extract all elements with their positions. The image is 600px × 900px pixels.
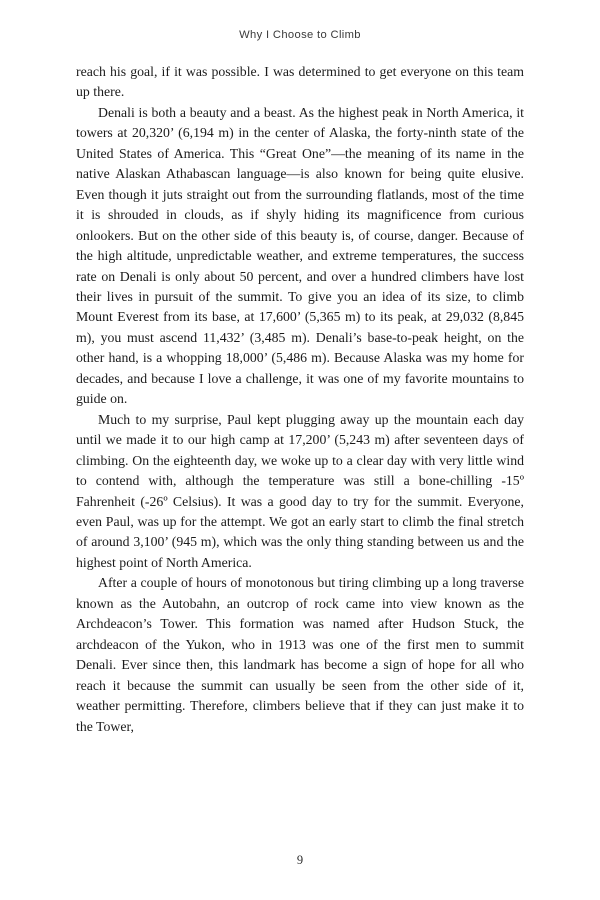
paragraph: Much to my surprise, Paul kept plugging away up the mountain each day until we made it to our high camp at 17,200’ (5,243 m) after seventeen days of climbing. On the eighteenth day, we woke up to a clear day with very little wind to contend with, although the temperature was still a bone-chilling -15º Fahrenheit (-26º Celsius). It was a good day to try for the summit. Everyone, even Paul, was up for the attempt. We got an early start to climb the final stretch of around 3,100’ (945 m), which was the only thing standing between us and the highest point of North America. — [76, 411, 524, 570]
body-text-block — [76, 62, 524, 737]
paragraph: reach his goal, if it was possible. I was determined to get everyone on this team up there. — [76, 64, 524, 100]
running-head: Why I Choose to Climb — [239, 29, 361, 41]
page-number: 9 — [296, 853, 304, 867]
paragraph: After a couple of hours of monotonous but tiring climbing up a long traverse known as the Autobahn, an outcrop of rock came into view known as the Archdeacon’s Tower. This formation was named after Hudson Stuck, the archdeacon of the Yukon, who in 1913 was one of the first men to summit Denali. Ever since then, this landmark has become a sign of hope for all who reach it because the summit can usually be seen from the other side of it, weather permitting. Therefore, climbers believe that if they can just make it to the Tower, — [76, 575, 524, 734]
paragraph: Denali is both a beauty and a beast. As the highest peak in North America, it towers at 20,320’ (6,194 m) in the center of Alaska, the forty-ninth state of the United States of America. This “Great One”—the meaning of its name in the native Alaskan Athabascan language—is also known for being quite elusive. Even though it juts straight out from the surrounding flatlands, most of the time it is shrouded in clouds, as if shyly hiding its magnificence from curious onlookers. But on the other side of this beauty is, of course, danger. Because of the high altitude, unpredictable weather, and extreme temperatures, the success rate on Denali is only about 50 percent, and over a hundred climbers have lost their lives in pursuit of the summit. To give you an idea of its size, to climb Mount Everest from its base, at 17,600’ (5,365 m) to its peak, at 29,032 (8,845 m), you must ascend 11,432’ (3,485 m). Denali’s base-to-peak height, on the other hand, is a whopping 18,000’ (5,486 m). Because Alaska was my home for decades, and because I love a challenge, it was one of my favorite mountains to guide on. — [76, 104, 524, 407]
